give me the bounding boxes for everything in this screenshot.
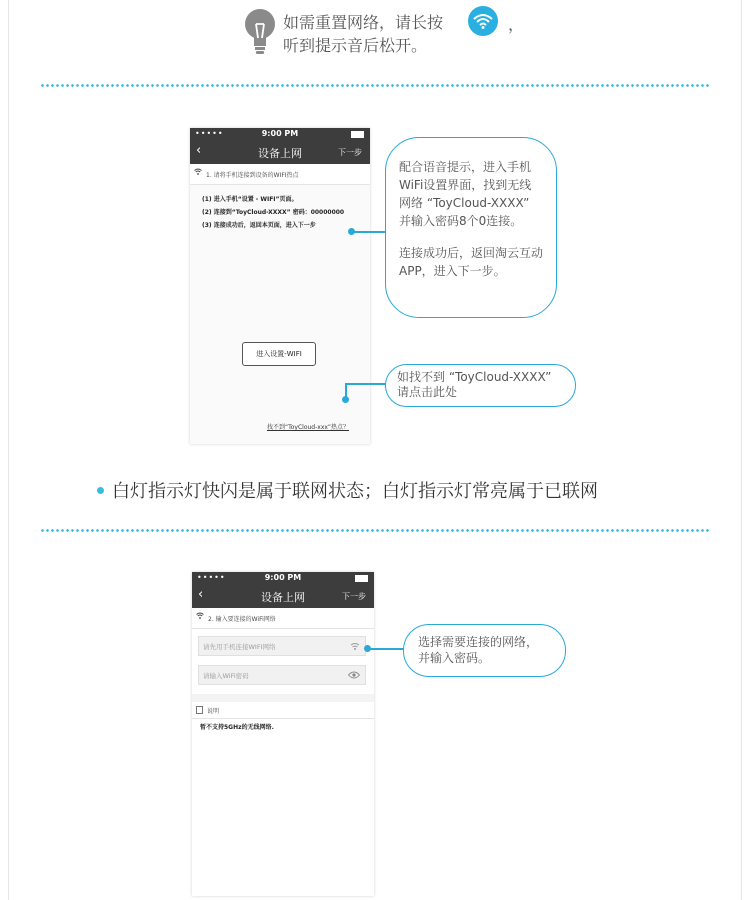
next-step-button[interactable]: 下一步 [342, 592, 366, 601]
callout-text: APP，进入下一步。 [399, 264, 506, 278]
reset-tip [242, 6, 542, 58]
bullet-dot [97, 487, 104, 494]
wifi-list-icon[interactable] [350, 642, 360, 650]
status-bar [190, 128, 370, 140]
dotted-divider [40, 529, 710, 532]
nav-title: 设备上网 [258, 147, 302, 160]
instruction-steps [190, 185, 370, 240]
callout-select-network [403, 624, 566, 677]
callout-text: 请点击此处 [397, 385, 458, 399]
dotted-divider [40, 84, 710, 87]
next-step-button[interactable]: 下一步 [338, 148, 362, 157]
status-bar [192, 572, 374, 584]
wifi-icon [194, 168, 202, 175]
step-2: (2) 连接到“ToyCloud-XXXX” 密码：00000000 [202, 209, 345, 216]
back-icon[interactable]: ‹ [196, 143, 202, 158]
back-icon[interactable]: ‹ [198, 587, 204, 602]
page-border-left [8, 0, 9, 900]
section-title: 1. 请将手机连接到设备的WIFI热点 [206, 172, 299, 179]
callout-connector [345, 384, 347, 398]
callout-text: 连接成功后，返回淘云互动 [399, 246, 544, 260]
eye-icon[interactable] [348, 671, 360, 679]
page-border-right [741, 0, 742, 900]
signal-dots: ••••• [195, 129, 224, 138]
notes-header [192, 702, 374, 719]
wifi-reset-button-icon [468, 6, 498, 36]
callout-connector [368, 648, 404, 650]
step-1: (1) 进入手机“设置 - WIFI”页面。 [202, 196, 298, 203]
section-gap [192, 694, 374, 702]
callout-text: 并输入密码。 [418, 651, 491, 665]
callout-wifi-instructions [385, 137, 557, 318]
indicator-light-note [97, 477, 598, 503]
wifi-password-field[interactable] [198, 665, 366, 685]
callout-text: 网络 “ToyCloud-XXXX” [399, 196, 530, 210]
indicator-light-text: 白灯指示灯快闪是属于联网状态；白灯指示灯常亮属于已联网 [112, 481, 598, 502]
battery-icon [351, 131, 364, 138]
wifi-icon [473, 13, 493, 29]
callout-text: WiFi设置界面，找到无线 [399, 178, 532, 192]
notes-title: 说明 [207, 708, 220, 715]
nav-title: 设备上网 [261, 591, 305, 604]
status-time: 9:00 PM [261, 129, 299, 138]
wifi-password-placeholder: 请输入WiFi密码 [203, 672, 249, 680]
callout-text: 选择需要连接的网络， [418, 635, 539, 649]
status-time: 9:00 PM [264, 573, 302, 582]
step-3: (3) 连接成功后，返回本页面，进入下一步 [202, 222, 316, 229]
callout-text: 配合语音提示，进入手机 [399, 160, 532, 174]
tip-comma: ， [508, 15, 525, 34]
lightbulb-icon [244, 8, 276, 54]
nav-bar [192, 584, 374, 608]
section-header [190, 164, 370, 185]
section-header [192, 608, 374, 629]
section-title: 2. 输入要连接的WiFi网络 [208, 616, 276, 623]
callout-text: 如找不到 “ToyCloud-XXXX” [397, 370, 552, 384]
tip-line-1: 如需重置网络，请长按 [283, 13, 444, 32]
wifi-network-placeholder: 请先用手机连接WIFI网络 [203, 643, 276, 651]
wifi-icon [196, 612, 204, 619]
callout-connector [345, 383, 386, 385]
tip-line-2: 听到提示音后松开。 [283, 36, 428, 55]
callout-text: 并输入密码8个0连接。 [399, 214, 523, 228]
wifi-network-field[interactable] [198, 636, 366, 656]
signal-dots: ••••• [197, 573, 226, 582]
open-wifi-settings-button[interactable]: 进入设置-WIFI [242, 342, 316, 366]
notes-text: 暂不支持5GHz的无线网络. [200, 724, 274, 731]
battery-icon [355, 575, 368, 582]
hotspot-not-found-link[interactable]: 找不到“ToyCloud-xxx”热点？ [267, 424, 350, 431]
nav-bar [190, 140, 370, 164]
document-icon [196, 706, 203, 714]
phone-screen-2 [192, 572, 374, 896]
callout-connector [352, 231, 386, 233]
callout-not-found [385, 364, 576, 407]
